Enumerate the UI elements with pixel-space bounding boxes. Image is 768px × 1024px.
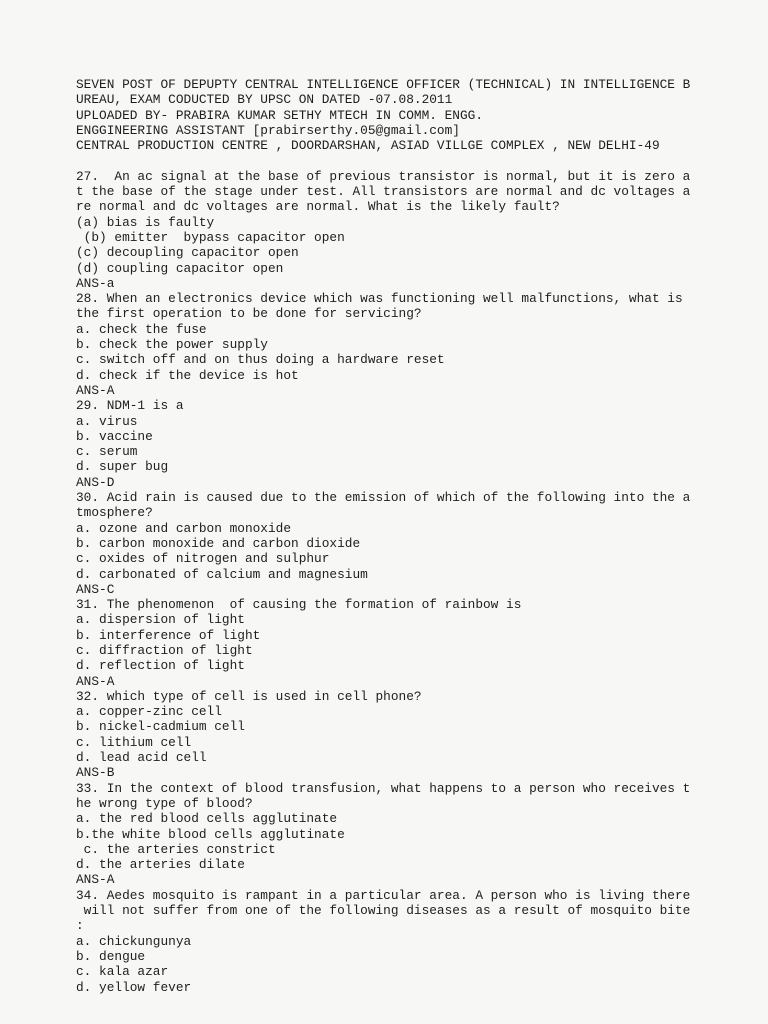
text-line: a. dispersion of light xyxy=(76,612,245,628)
text-line: 32. which type of cell is used in cell phone? xyxy=(76,688,422,704)
header-line: UREAU, EXAM CODUCTED BY UPSC ON DATED -07.08.2011 xyxy=(76,92,453,108)
text-line: the first operation to be done for servicing? xyxy=(76,306,422,322)
question-list xyxy=(76,169,716,995)
header-line: CENTRAL PRODUCTION CENTRE , DOORDARSHAN, ASIAD VILLGE COMPLEX , NEW DELHI-49 xyxy=(76,138,660,154)
text-line: c. lithium cell xyxy=(76,734,192,750)
text-line: (d) coupling capacitor open xyxy=(76,260,284,276)
text-line: (a) bias is faulty xyxy=(76,214,215,230)
text-line: ANS-A xyxy=(76,673,115,689)
header-line: UPLOADED BY- PRABIRA KUMAR SETHY MTECH IN COMM. ENGG. xyxy=(76,107,484,123)
text-line: : xyxy=(76,918,84,934)
text-line: 34. Aedes mosquito is rampant in a particular area. A person who is living there xyxy=(76,887,691,903)
text-line: 30. Acid rain is caused due to the emission of which of the following into the a xyxy=(76,490,691,506)
text-line: re normal and dc voltages are normal. What is the likely fault? xyxy=(76,199,560,215)
text-line: b. carbon monoxide and carbon dioxide xyxy=(76,535,361,551)
text-line: d. check if the device is hot xyxy=(76,367,299,383)
text-line: c. the arteries constrict xyxy=(76,841,276,857)
text-line: 31. The phenomenon of causing the formation of rainbow is xyxy=(76,597,522,613)
text-line: ANS-B xyxy=(76,765,115,781)
header-line: SEVEN POST OF DEPUPTY CENTRAL INTELLIGENCE OFFICER (TECHNICAL) IN INTELLIGENCE B xyxy=(76,77,691,92)
text-line: (c) decoupling capacitor open xyxy=(76,245,299,261)
text-line: 33. In the context of blood transfusion, what happens to a person who receives t xyxy=(76,780,691,796)
text-line: d. carbonated of calcium and magnesium xyxy=(76,566,368,582)
document-page xyxy=(76,77,716,995)
text-line: he wrong type of blood? xyxy=(76,795,253,811)
text-line: a. the red blood cells agglutinate xyxy=(76,811,338,827)
text-line: 29. NDM-1 is a xyxy=(76,398,184,414)
text-line: ANS-D xyxy=(76,474,115,490)
text-line: a. copper-zinc cell xyxy=(76,704,222,720)
text-line: c. diffraction of light xyxy=(76,642,253,658)
header-line: ENGGINEERING ASSISTANT [prabirserthy.05@gmail.com] xyxy=(76,122,460,138)
text-line: b. check the power supply xyxy=(76,337,268,353)
text-line: a. check the fuse xyxy=(76,321,207,337)
text-line: c. serum xyxy=(76,444,138,460)
text-line: c. kala azar xyxy=(76,964,169,980)
text-line: (b) emitter bypass capacitor open xyxy=(76,229,345,245)
text-line: c. switch off and on thus doing a hardware reset xyxy=(76,352,445,368)
text-line: d. reflection of light xyxy=(76,658,245,674)
text-line: a. virus xyxy=(76,413,138,429)
text-line: ANS-A xyxy=(76,382,115,398)
text-line: b. interference of light xyxy=(76,627,261,643)
text-line: t the base of the stage under test. All transistors are normal and dc voltages a xyxy=(76,184,691,200)
text-line: d. super bug xyxy=(76,459,169,475)
document-header xyxy=(76,77,716,153)
text-line: b. vaccine xyxy=(76,428,153,444)
text-line: b. nickel-cadmium cell xyxy=(76,719,245,735)
blank-line xyxy=(76,153,716,168)
text-line: a. chickungunya xyxy=(76,933,192,949)
text-line: d. the arteries dilate xyxy=(76,857,245,873)
text-line: tmosphere? xyxy=(76,505,153,521)
text-line: b.the white blood cells agglutinate xyxy=(76,826,345,842)
text-line: 28. When an electronics device which was functioning well malfunctions, what is xyxy=(76,291,683,307)
text-line: 27. An ac signal at the base of previous transistor is normal, but it is zero a xyxy=(76,168,691,184)
text-line: b. dengue xyxy=(76,948,146,964)
text-line: d. yellow fever xyxy=(76,979,192,995)
text-line: c. oxides of nitrogen and sulphur xyxy=(76,551,330,567)
text-line: a. ozone and carbon monoxide xyxy=(76,520,292,536)
text-line: ANS-a xyxy=(76,275,115,291)
text-line: ANS-A xyxy=(76,872,115,888)
text-line: ANS-C xyxy=(76,581,115,597)
text-line: d. lead acid cell xyxy=(76,750,207,766)
text-line: will not suffer from one of the following diseases as a result of mosquito bite xyxy=(76,903,691,919)
